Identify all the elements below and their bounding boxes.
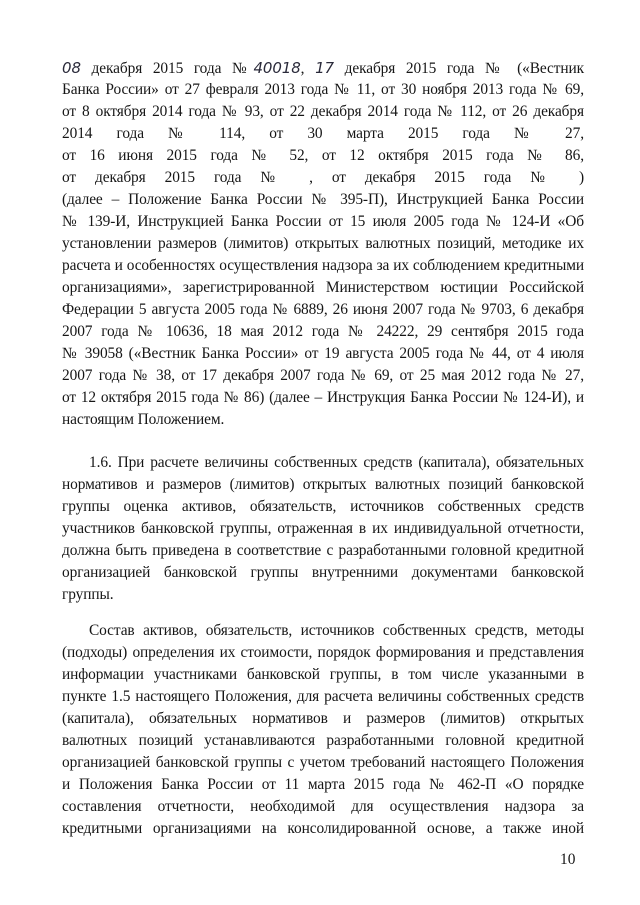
paragraph-1-6	[62, 452, 584, 606]
text-line: нормативов и размеров (лимитов) открытых валютных позиций банковской	[62, 476, 584, 493]
text-line: валютных позиций устанавливаются разработанными головной кредитной	[62, 732, 584, 749]
text-line: организацией банковской группы внутренними документами банковской	[62, 564, 584, 581]
text-line: Банка России» от 27 февраля 2013 года № 11, от 30 ноября 2013 года № 69,	[62, 81, 584, 98]
text-line: расчета и особенностях осуществления надзора за их соблюдением кредитными	[62, 257, 584, 274]
text-line: пункте 1.5 настоящего Положения, для расчета величины собственных средств	[62, 688, 584, 705]
text-line-1: 08 декабря 2015 года №40018, 17 декабря 2015 года № («Вестник	[62, 59, 585, 77]
text-line: группы.	[62, 586, 114, 603]
text-line: 2007 года № 38, от 17 декабря 2007 года № 69, от 25 мая 2012 года № 27,	[62, 367, 584, 384]
text-line: кредитными организациями на консолидированной основе, а также иной	[62, 820, 584, 837]
text-line: установлении размеров (лимитов) открытых валютных позиций, методике их	[62, 235, 584, 252]
page-number: 10	[560, 851, 576, 868]
text-line: (капитала), обязательных нормативов и размеров (лимитов) открытых	[62, 710, 584, 727]
handwritten-number-1: 40018	[253, 59, 301, 77]
handwritten-day-2: 17	[315, 59, 334, 77]
text-line: от декабря 2015 года № , от декабря 2015 года № )	[62, 169, 584, 186]
text-line: организациями», зарегистрированной Министерством юстиции Российской	[62, 279, 584, 296]
text-line: № 39058 («Вестник Банка России» от 19 августа 2005 года № 44, от 4 июля	[62, 345, 584, 362]
paragraph-composition	[62, 620, 584, 840]
text-line: 2007 года № 10636, 18 мая 2012 года № 24222, 29 сентября 2015 года	[62, 323, 584, 340]
text-line: 1.6. При расчете величины собственных средств (капитала), обязательных	[89, 454, 584, 471]
text-line: настоящим Положением.	[62, 411, 225, 428]
text-line: от 16 июня 2015 года № 52, от 12 октября 2015 года № 86,	[62, 147, 584, 164]
text-line: от 12 октября 2015 года № 86) (далее – Инструкция Банка России № 124-И), и	[62, 389, 584, 406]
text-line: организацией банковской группы с учетом требований настоящего Положения	[62, 754, 584, 771]
text-line: от 8 октября 2014 года № 93, от 22 декабря 2014 года № 112, от 26 декабря	[62, 103, 584, 120]
handwritten-day-1: 08	[62, 59, 81, 77]
text-line: участников банковской группы, отраженная в их индивидуальной отчетности,	[62, 520, 584, 537]
text-line: (подходы) определения их стоимости, порядок формирования и представления	[62, 644, 584, 661]
text-line: должна быть приведена в соответствие с разработанными головной кредитной	[62, 542, 584, 559]
text-line: Федерации 5 августа 2005 года № 6889, 26 июня 2007 года № 9703, 6 декабря	[62, 301, 584, 318]
text-line: и Положения Банка России от 11 марта 2015 года № 462-П «О порядке	[62, 776, 584, 793]
text-line: группы оценка активов, обязательств, источников собственных средств	[62, 498, 584, 515]
paragraph-references	[62, 57, 584, 431]
text-line: Состав активов, обязательств, источников собственных средств, методы	[89, 622, 584, 639]
text-line: (далее – Положение Банка России № 395-П), Инструкцией Банка России	[62, 191, 584, 208]
text-line: № 139-И, Инструкцией Банка России от 15 июля 2005 года № 124-И «Об	[62, 213, 584, 230]
text-line: составления отчетности, необходимой для осуществления надзора за	[62, 798, 584, 815]
text-line: информации участниками банковской группы, в том числе указанными в	[62, 666, 584, 683]
text-line: 2014 года № 114, от 30 марта 2015 года № 27,	[62, 125, 584, 142]
